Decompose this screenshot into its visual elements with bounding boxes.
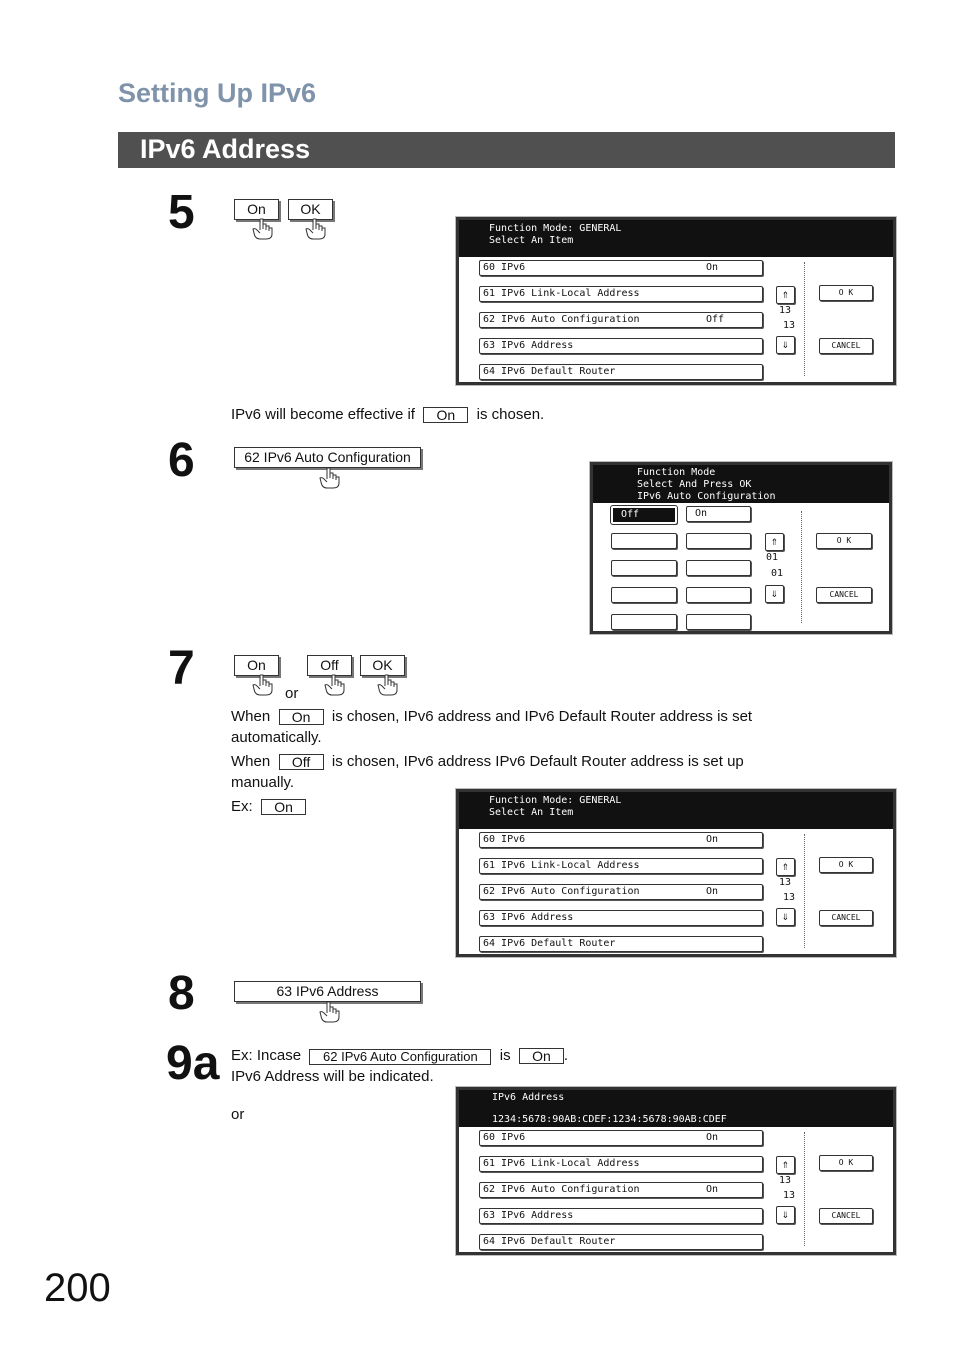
lcd-header-line: IPv6 Auto Configuration [637, 491, 776, 502]
page-indicator: 13 [783, 892, 796, 903]
menu-row-63[interactable]: 63 IPv6 Address [479, 338, 763, 354]
lcd-ok-button[interactable]: O K [819, 1155, 873, 1171]
row-value: Off [706, 314, 725, 325]
inline-key-on: On [423, 407, 468, 423]
on-key[interactable]: On [234, 655, 279, 676]
paragraph-line: automatically. [231, 729, 322, 746]
page-title: IPv6 Address [140, 134, 311, 164]
scroll-down-icon[interactable]: ⇓ [776, 336, 795, 354]
section-title: Setting Up IPv6 [118, 78, 317, 108]
lcd-header [459, 220, 893, 257]
menu-row-62[interactable]: 62 IPv6 Auto Configuration On [479, 884, 763, 900]
scroll-up-icon[interactable]: ⇑ [776, 286, 795, 304]
note-text: IPv6 will become effective if On is chosen. [231, 406, 545, 423]
empty-option [611, 587, 677, 603]
lcd-header-line: Select An Item [489, 235, 574, 246]
menu-row-61[interactable]: 61 IPv6 Link-Local Address [479, 858, 763, 874]
page-indicator: 01 [771, 568, 784, 579]
lcd-ok-button[interactable]: O K [819, 857, 873, 873]
lcd-screen [456, 217, 896, 385]
lcd-ok-button[interactable]: O K [819, 285, 873, 301]
scroll-down-icon[interactable]: ⇓ [776, 1206, 795, 1224]
empty-option [611, 614, 677, 630]
lcd-header [593, 465, 889, 503]
empty-option [611, 533, 677, 549]
menu-row-64[interactable]: 64 IPv6 Default Router [479, 364, 763, 380]
paragraph: When Off is chosen, IPv6 address IPv6 Default Router address is set up [231, 753, 744, 770]
lcd-header-line: IPv6 Address [492, 1092, 565, 1103]
or-text: or [231, 1106, 245, 1123]
row-value: On [706, 1184, 719, 1195]
lcd-header-line: Function Mode [637, 467, 716, 478]
scroll-up-icon[interactable]: ⇑ [765, 533, 784, 551]
paragraph-line: IPv6 Address will be indicated. [231, 1068, 434, 1085]
empty-option [611, 560, 677, 576]
menu-row-62[interactable]: 62 IPv6 Auto Configuration Off [479, 312, 763, 328]
divider [801, 511, 802, 623]
menu-row-62[interactable]: 62 IPv6 Auto Configuration On [479, 1182, 763, 1198]
lcd-header-line: Select An Item [489, 807, 574, 818]
empty-option [686, 614, 751, 630]
inline-key-auto-config: 62 IPv6 Auto Configuration [309, 1049, 491, 1065]
menu-row-60[interactable]: 60 IPv6 On [479, 260, 763, 276]
example-text: Ex: Incase 62 IPv6 Auto Configuration is On . [231, 1047, 569, 1064]
lcd-screen [590, 462, 892, 634]
on-key[interactable]: On [234, 199, 279, 220]
inline-key-off: Off [279, 754, 324, 770]
lcd-screen [456, 1087, 896, 1255]
step-number: 7 [168, 642, 195, 695]
ipv6-address-key[interactable]: 63 IPv6 Address [234, 981, 421, 1002]
ok-key[interactable]: OK [360, 655, 405, 676]
option-off[interactable]: Off [611, 506, 677, 524]
page-number: 200 [44, 1266, 111, 1310]
page-indicator: 13 [779, 305, 792, 316]
lcd-cancel-button[interactable]: CANCEL [819, 1208, 873, 1224]
paragraph: When On is chosen, IPv6 address and IPv6 Default Router address is set [231, 708, 753, 725]
empty-option [686, 587, 751, 603]
divider [804, 262, 805, 376]
scroll-up-icon[interactable]: ⇑ [776, 1156, 795, 1174]
lcd-ok-button[interactable]: O K [816, 533, 872, 549]
lcd-cancel-button[interactable]: CANCEL [819, 338, 873, 354]
ipv6-address-value: 1234:5678:90AB:CDEF:1234:5678:90AB:CDEF [492, 1114, 727, 1125]
row-value: On [706, 886, 719, 897]
ok-key[interactable]: OK [288, 199, 333, 220]
press-hand-icon [304, 218, 328, 240]
or-text: or [285, 685, 299, 702]
scroll-down-icon[interactable]: ⇓ [765, 585, 784, 603]
menu-row-61[interactable]: 61 IPv6 Link-Local Address [479, 1156, 763, 1172]
off-key[interactable]: Off [307, 655, 352, 676]
inline-key-on: On [279, 709, 324, 725]
menu-row-63[interactable]: 63 IPv6 Address [479, 910, 763, 926]
divider [804, 834, 805, 948]
example-label: Ex: On [231, 796, 306, 817]
step-number: 6 [168, 434, 195, 487]
divider [804, 1132, 805, 1246]
press-hand-icon [251, 674, 275, 696]
menu-row-61[interactable]: 61 IPv6 Link-Local Address [479, 286, 763, 302]
page-indicator: 13 [783, 1190, 796, 1201]
lcd-cancel-button[interactable]: CANCEL [819, 910, 873, 926]
auto-config-key[interactable]: 62 IPv6 Auto Configuration [234, 447, 421, 468]
scroll-down-icon[interactable]: ⇓ [776, 908, 795, 926]
lcd-cancel-button[interactable]: CANCEL [816, 587, 872, 603]
step-number: 8 [168, 967, 195, 1020]
row-value: On [706, 834, 719, 845]
page-indicator: 01 [766, 552, 779, 563]
menu-row-64[interactable]: 64 IPv6 Default Router [479, 936, 763, 952]
inline-key-on: On [519, 1048, 564, 1064]
step-number: 5 [168, 186, 195, 239]
lcd-screen [456, 789, 896, 957]
menu-row-64[interactable]: 64 IPv6 Default Router [479, 1234, 763, 1250]
lcd-header-line: Function Mode: GENERAL [489, 223, 622, 234]
lcd-header [459, 792, 893, 829]
page-indicator: 13 [779, 1175, 792, 1186]
empty-option [686, 533, 751, 549]
title-bar [118, 132, 895, 168]
menu-row-60[interactable]: 60 IPv6 On [479, 832, 763, 848]
press-hand-icon [251, 218, 275, 240]
lcd-header [459, 1090, 893, 1127]
press-hand-icon [318, 1001, 342, 1023]
row-value: On [706, 262, 719, 273]
lcd-header-line: Select And Press OK [637, 479, 752, 490]
paragraph-line: manually. [231, 774, 295, 791]
page-indicator: 13 [783, 320, 796, 331]
option-on[interactable]: On [686, 506, 751, 522]
row-value: On [706, 1132, 719, 1143]
page-indicator: 13 [779, 877, 792, 888]
menu-row-63[interactable]: 63 IPv6 Address [479, 1208, 763, 1224]
menu-row-60[interactable]: 60 IPv6 On [479, 1130, 763, 1146]
lcd-header-line: Function Mode: GENERAL [489, 795, 622, 806]
press-hand-icon [376, 674, 400, 696]
inline-key-on: On [261, 799, 306, 815]
press-hand-icon [318, 467, 342, 489]
empty-option [686, 560, 751, 576]
press-hand-icon [323, 674, 347, 696]
scroll-up-icon[interactable]: ⇑ [776, 858, 795, 876]
step-number: 9a [166, 1037, 220, 1090]
